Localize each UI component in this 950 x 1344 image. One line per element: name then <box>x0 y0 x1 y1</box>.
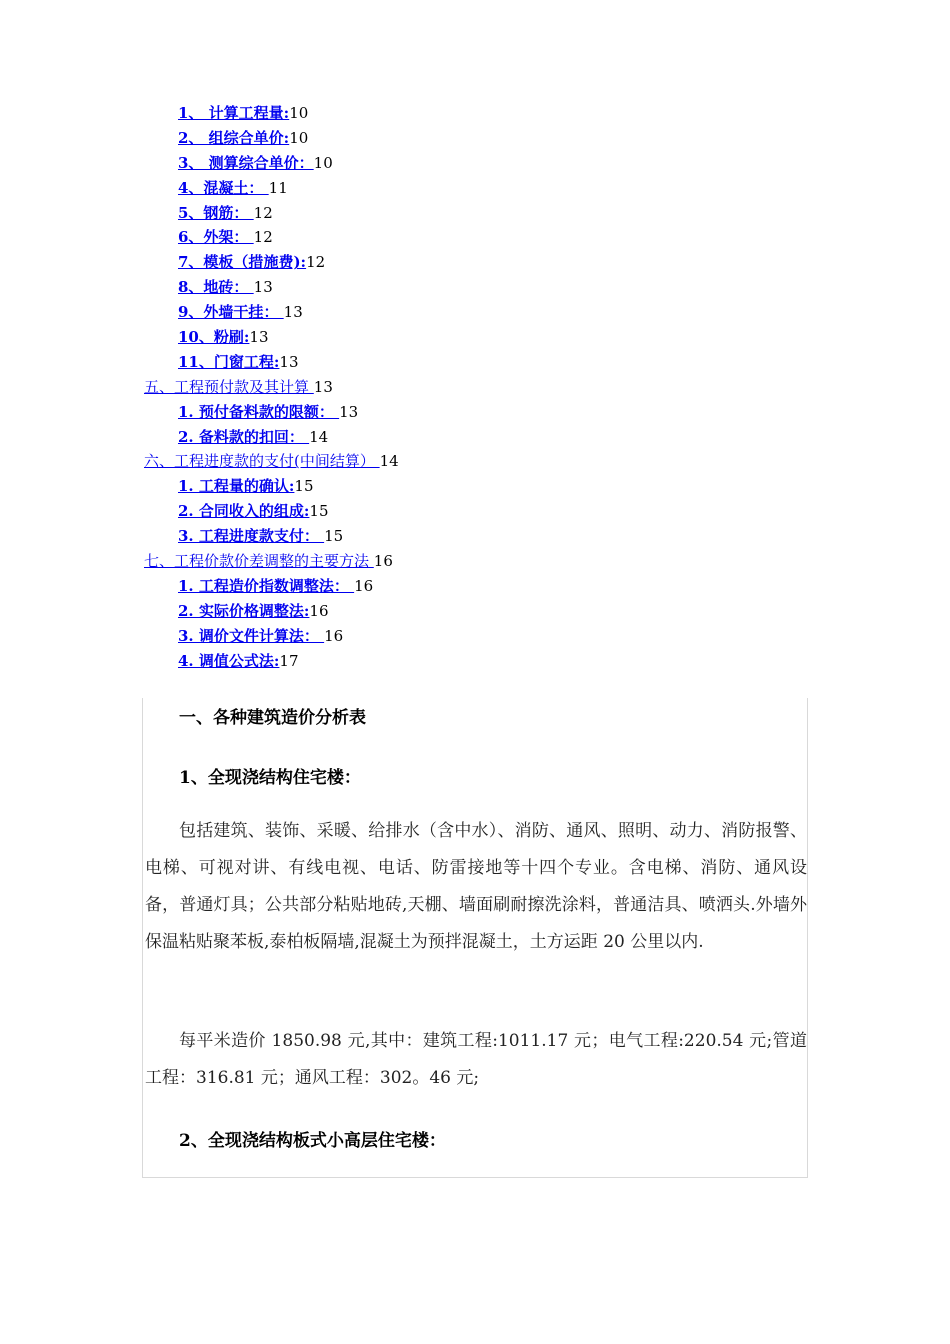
toc-entry-link[interactable]: 10、粉刷: <box>178 328 250 347</box>
toc-entry-link[interactable]: 五、工程预付款及其计算 <box>144 377 314 396</box>
toc-page-number: 12 <box>253 203 273 222</box>
toc-entry <box>0 624 950 649</box>
toc-page-number: 16 <box>354 576 374 595</box>
toc-entry-link[interactable]: 5、钢筋： <box>178 203 254 222</box>
content-section <box>142 698 808 1178</box>
subsection-title-1: 1、全现浇结构住宅楼： <box>179 768 361 788</box>
toc-entry <box>0 449 950 474</box>
toc-page-number: 16 <box>373 552 393 571</box>
toc-entry <box>0 350 950 375</box>
toc-entry <box>0 474 950 499</box>
toc-page-number: 10 <box>289 104 309 122</box>
toc-page-number: 15 <box>294 477 314 496</box>
toc-page-number: 13 <box>283 303 303 322</box>
toc-entry <box>0 499 950 524</box>
toc-entry-link[interactable]: 3. 工程进度款支付： <box>178 527 325 546</box>
toc-entry <box>0 649 950 674</box>
toc-entry-link[interactable]: 1. 预付备料款的限额： <box>178 402 340 421</box>
toc-page-number: 14 <box>309 427 329 446</box>
subsection-title-2: 2、全现浇结构板式小高层住宅楼： <box>179 1131 446 1151</box>
table-of-contents <box>0 101 950 673</box>
toc-page-number: 11 <box>268 178 288 197</box>
toc-entry <box>0 599 950 624</box>
toc-page-number: 16 <box>324 626 344 645</box>
toc-entry-link[interactable]: 3. 调价文件计算法： <box>178 626 325 645</box>
toc-page-number: 15 <box>324 527 344 546</box>
toc-page-number: 13 <box>253 278 273 297</box>
toc-page-number: 16 <box>309 601 329 620</box>
toc-entry-link[interactable]: 2. 合同收入的组成: <box>178 502 310 521</box>
toc-page-number: 15 <box>309 502 329 521</box>
toc-entry-link[interactable]: 6、外架： <box>178 228 254 247</box>
toc-entry-link[interactable]: 2. 备料款的扣回： <box>178 427 310 446</box>
toc-entry <box>0 325 950 350</box>
toc-entry-link[interactable]: 2. 实际价格调整法: <box>178 601 310 620</box>
toc-entry-link[interactable]: 1. 工程造价指数调整法： <box>178 576 355 595</box>
toc-entry-link[interactable]: 3、 测算综合单价： <box>178 153 314 172</box>
toc-entry-link[interactable]: 2、 组综合单价: <box>178 128 290 147</box>
paragraph-scope: 包括建筑、装饰、采暖、给排水（含中水）、消防、通风、照明、动力、消防报警、电梯、可视对讲、有线电视、电话、防雷接地等十四个专业。含电梯、消防、通风设备，普通灯具；公共部分粘贴地砖,天棚、墙面刷耐擦洗涂料，普通洁具、喷洒头.外墙外保温粘贴聚苯板,泰柏板隔墙,混凝土为预拌混凝土，土方运距 20 公里以内. <box>145 821 807 952</box>
toc-entry <box>0 176 950 201</box>
toc-entry <box>0 524 950 549</box>
toc-entry-link[interactable]: 7、模板（措施费): <box>178 253 307 272</box>
toc-entry <box>0 300 950 325</box>
toc-entry-link[interactable]: 1、 计算工程量: <box>178 104 290 122</box>
toc-entry <box>0 574 950 599</box>
toc-entry <box>0 201 950 226</box>
toc-entry-link[interactable]: 8、地砖： <box>178 278 254 297</box>
toc-entry-link[interactable]: 七、工程价款价差调整的主要方法 <box>144 552 374 571</box>
toc-entry <box>0 101 950 126</box>
toc-entry-link[interactable]: 1. 工程量的确认: <box>178 477 295 496</box>
toc-entry <box>0 275 950 300</box>
toc-entry <box>0 375 950 400</box>
toc-page-number: 12 <box>306 253 326 272</box>
paragraph-cost: 每平米造价 1850.98 元,其中：建筑工程:1011.17 元；电气工程:220.54 元;管道工程：316.81 元；通风工程：302。46 元; <box>145 1031 807 1088</box>
toc-page-number: 12 <box>253 228 273 247</box>
toc-page-number: 10 <box>313 153 333 172</box>
toc-entry <box>0 400 950 425</box>
toc-entry <box>0 225 950 250</box>
toc-entry <box>0 151 950 176</box>
toc-entry-link[interactable]: 4、混凝土： <box>178 178 269 197</box>
toc-entry <box>0 549 950 574</box>
toc-entry <box>0 126 950 151</box>
toc-entry-link[interactable]: 4. 调值公式法: <box>178 651 280 670</box>
toc-page-number: 13 <box>339 402 359 421</box>
toc-entry-link[interactable]: 11、门窗工程: <box>178 352 280 371</box>
toc-page-number: 13 <box>279 352 299 371</box>
toc-page-number: 10 <box>289 128 309 147</box>
toc-page-number: 13 <box>313 377 333 396</box>
toc-entry-link[interactable]: 9、外墙干挂： <box>178 303 284 322</box>
section-title: 一、各种建筑造价分析表 <box>179 708 366 728</box>
toc-page-number: 14 <box>379 452 399 471</box>
toc-entry <box>0 250 950 275</box>
toc-entry-link[interactable]: 六、工程进度款的支付(中间结算） <box>144 452 380 471</box>
toc-page-number: 17 <box>279 651 299 670</box>
toc-page-number: 13 <box>249 328 269 347</box>
toc-entry <box>0 425 950 450</box>
